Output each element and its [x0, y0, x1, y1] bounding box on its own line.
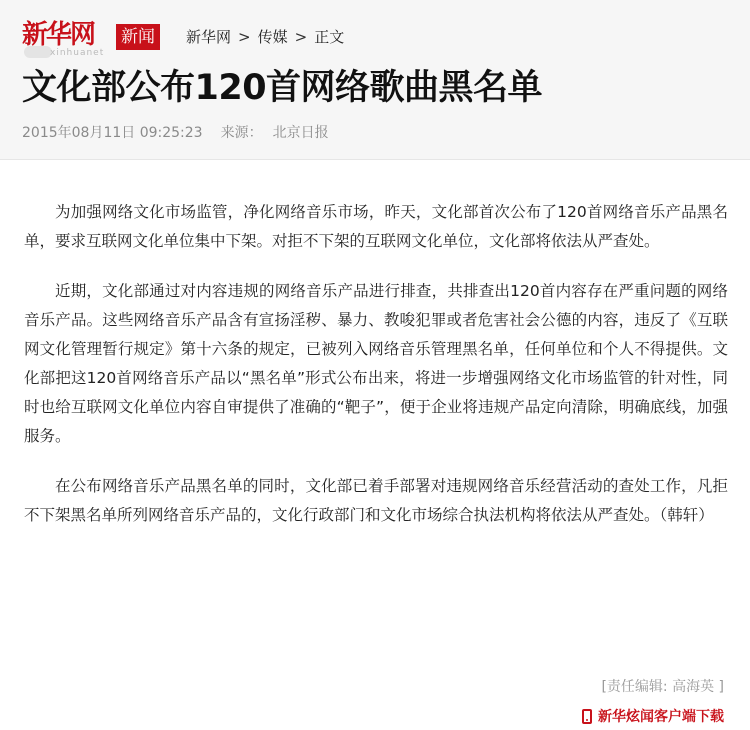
client-download-link[interactable]: [582, 705, 724, 727]
xinhua-logo[interactable]: [22, 20, 112, 56]
client-download-label: 新华炫闻客户端下载: [598, 709, 724, 725]
article-body: [24, 198, 728, 551]
article-paragraph: 在公布网络音乐产品黑名单的同时，文化部已着手部署对违规网络音乐经营活动的查处工作，凡拒不下架黑名单所列网络音乐产品的，文化行政部门和文化市场综合执法机构将依法从严查处。（韩轩）: [24, 477, 728, 524]
publish-date: 2015年08月11日 09:25:23: [22, 125, 203, 141]
article-meta: [22, 123, 329, 143]
source-name: 北京日报: [272, 125, 329, 141]
breadcrumb: [186, 26, 344, 48]
breadcrumb-item-xinhuanet[interactable]: 新华网: [186, 28, 232, 46]
article-header: [0, 0, 750, 160]
responsible-editor: [责任编辑: 高海英 ]: [601, 679, 724, 695]
news-channel-badge[interactable]: 新闻: [116, 24, 160, 50]
source-label: 来源：: [220, 125, 263, 141]
article-paragraph: 为加强网络文化市场监管，净化网络音乐市场，昨天，文化部首次公布了120首网络音乐产品黑名单，要求互联网文化单位集中下架。对拒不下架的互联网文化单位，文化部将依法从严查处。: [24, 203, 728, 250]
page-title: 文化部公布120首网络歌曲黑名单: [22, 68, 543, 108]
breadcrumb-separator: >: [294, 28, 308, 46]
breadcrumb-item-article: 正文: [314, 28, 345, 46]
logo-text: 新华网: [22, 20, 95, 50]
article-paragraph: 近期，文化部通过对内容违规的网络音乐产品进行排查，共排查出120首内容存在严重问题的网络音乐产品。这些网络音乐产品含有宣扬淫秽、暴力、教唆犯罪或者危害社会公德的内容，违反了《互联网文化管理暂行规定》第十六条的规定，已被列入网络音乐管理黑名单，任何单位和个人不得提供。文化部把这120首网络音乐产品以“黑名单”形式公布出来，将进一步增强网络文化市场监管的针对性，同时也给互联网文化单位内容自审提供了准确的“靶子”，便于企业将违规产品定向清除，明确底线，加强服务。: [24, 282, 728, 445]
breadcrumb-item-media[interactable]: 传媒: [257, 28, 288, 46]
breadcrumb-separator: >: [238, 28, 251, 46]
phone-icon: [582, 709, 592, 724]
logo-subtext: xinhuanet: [50, 48, 105, 58]
